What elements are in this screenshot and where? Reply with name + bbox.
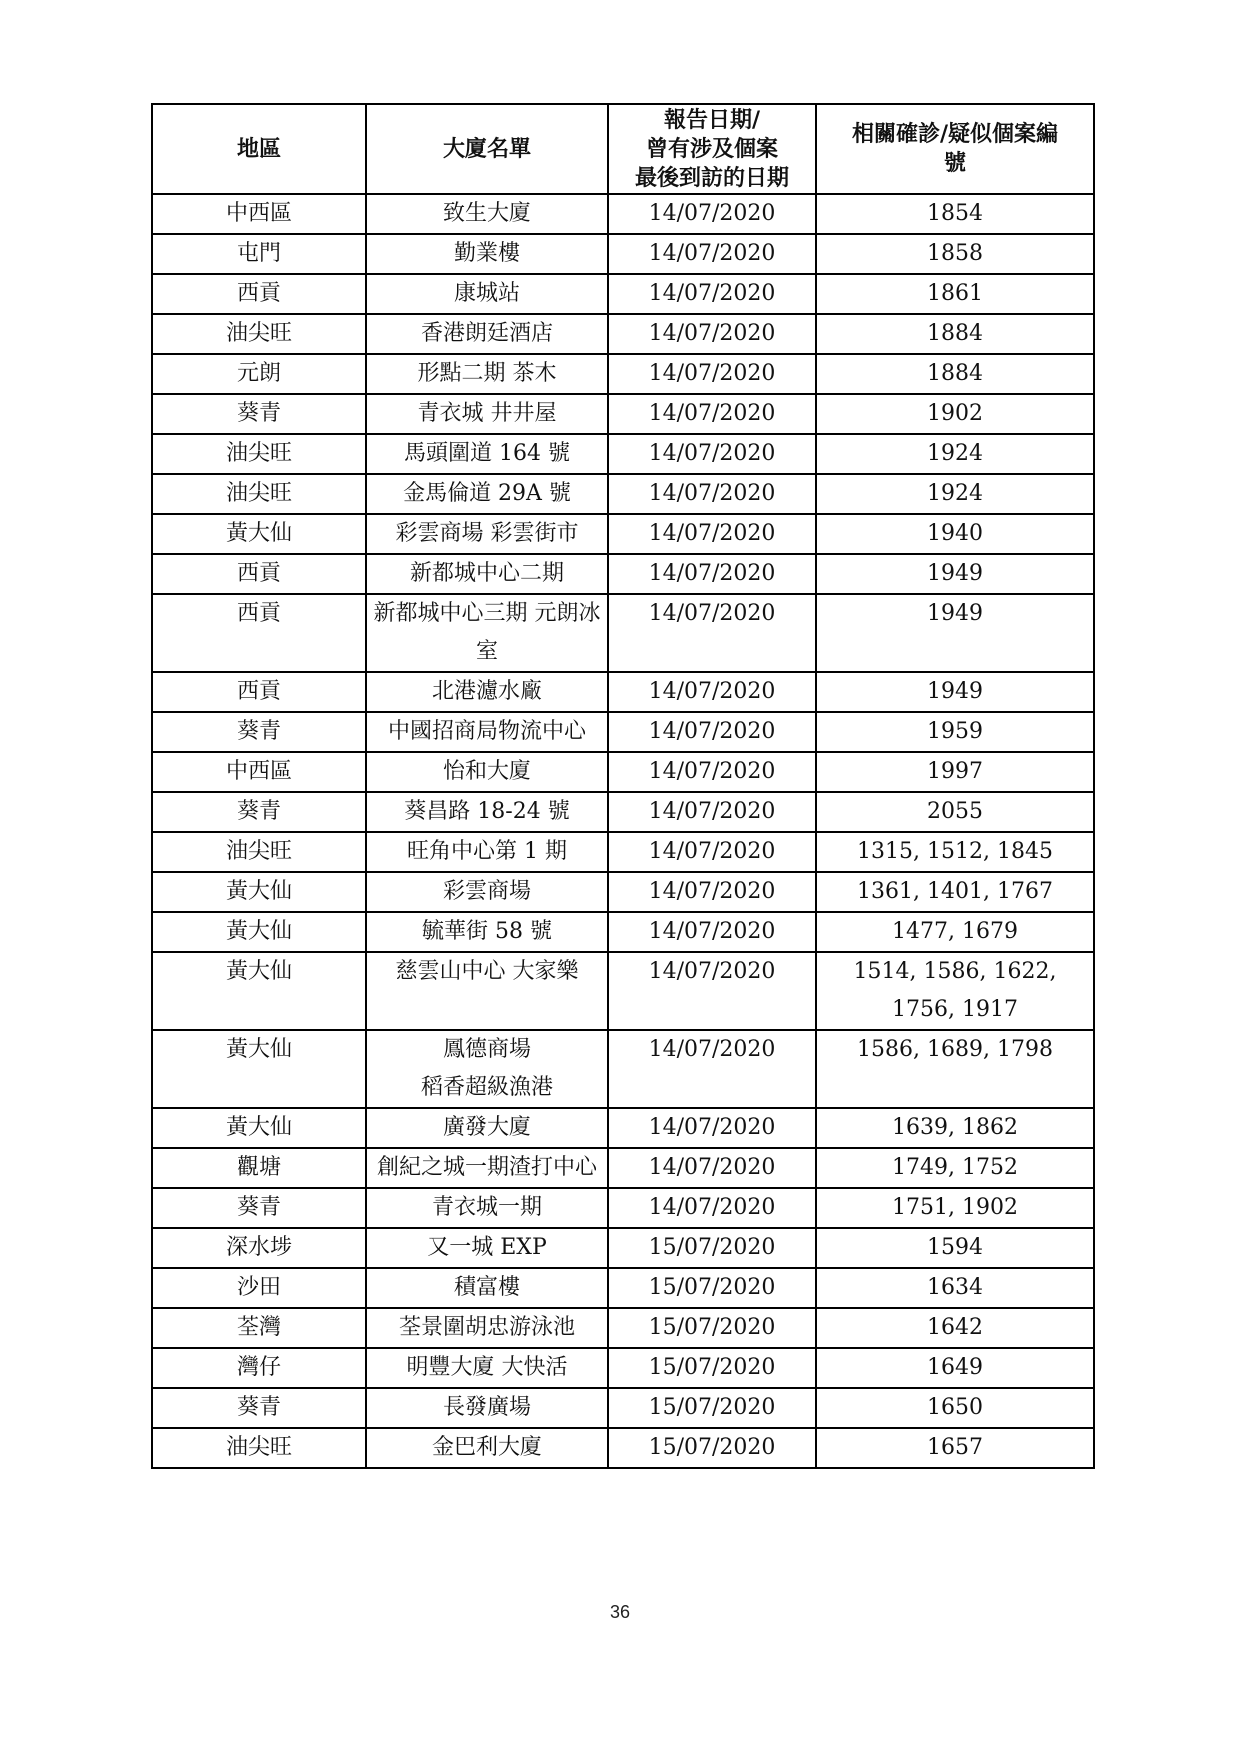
header-date-line: 報告日期/ [663,107,761,133]
header-building: 大廈名單 [366,104,608,194]
cell-building: 新都城中心二期 [366,554,608,594]
cell-district: 黃大仙 [152,872,366,912]
cell-date: 14/07/2020 [608,1108,816,1148]
cell-cases: 1924 [816,434,1094,474]
cell-building: 荃景圍胡忠游泳池 [366,1308,608,1348]
cell-district: 西貢 [152,274,366,314]
cell-date: 15/07/2020 [608,1268,816,1308]
cell-building: 慈雲山中心 大家樂 [366,952,608,1030]
cell-building: 旺角中心第 1 期 [366,832,608,872]
cell-date: 14/07/2020 [608,434,816,474]
cell-district: 西貢 [152,594,366,672]
cell-district: 中西區 [152,194,366,234]
table-row [152,1308,1094,1348]
table-row [152,792,1094,832]
cell-district: 黃大仙 [152,912,366,952]
cell-date: 15/07/2020 [608,1308,816,1348]
cell-cases: 1884 [816,314,1094,354]
cell-district: 沙田 [152,1268,366,1308]
cell-date: 14/07/2020 [608,912,816,952]
table-row [152,672,1094,712]
cell-cases: 1642 [816,1308,1094,1348]
cell-cases: 1940 [816,514,1094,554]
table-header-row [152,104,1094,194]
cell-cases: 1315, 1512, 1845 [816,832,1094,872]
header-date-line: 最後到訪的日期 [634,165,789,191]
cell-date: 15/07/2020 [608,1428,816,1468]
cell-building: 北港濾水廠 [366,672,608,712]
table-row [152,1148,1094,1188]
cell-date: 15/07/2020 [608,1388,816,1428]
cell-building: 青衣城一期 [366,1188,608,1228]
cell-date: 14/07/2020 [608,314,816,354]
cell-date: 14/07/2020 [608,752,816,792]
cell-building: 青衣城 井井屋 [366,394,608,434]
cell-building: 怡和大廈 [366,752,608,792]
cell-date: 14/07/2020 [608,354,816,394]
table-row [152,234,1094,274]
table-row [152,594,1094,672]
cell-date: 14/07/2020 [608,952,816,1030]
cell-cases: 1477, 1679 [816,912,1094,952]
table-row [152,912,1094,952]
cell-building: 康城站 [366,274,608,314]
table-row [152,752,1094,792]
header-cases [816,104,1094,194]
cell-building: 又一城 EXP [366,1228,608,1268]
cell-cases: 1749, 1752 [816,1148,1094,1188]
cell-date: 14/07/2020 [608,872,816,912]
cell-district: 元朗 [152,354,366,394]
table-row [152,514,1094,554]
cell-date: 14/07/2020 [608,234,816,274]
cell-building: 金馬倫道 29A 號 [366,474,608,514]
cell-cases: 1514, 1586, 1622, 1756, 1917 [816,952,1094,1030]
cell-district: 屯門 [152,234,366,274]
cell-district: 油尖旺 [152,314,366,354]
table-row [152,194,1094,234]
cell-date: 15/07/2020 [608,1348,816,1388]
table-row [152,1428,1094,1468]
cell-district: 黃大仙 [152,514,366,554]
cell-building: 明豐大廈 大快活 [366,1348,608,1388]
cell-building: 馬頭圍道 164 號 [366,434,608,474]
cell-date: 14/07/2020 [608,1148,816,1188]
cell-building: 中國招商局物流中心 [366,712,608,752]
cell-district: 中西區 [152,752,366,792]
cell-date: 15/07/2020 [608,1228,816,1268]
cell-cases: 1858 [816,234,1094,274]
cell-cases: 1997 [816,752,1094,792]
cell-cases: 1594 [816,1228,1094,1268]
cell-district: 荃灣 [152,1308,366,1348]
cell-cases: 1586, 1689, 1798 [816,1030,1094,1108]
header-cases-line: 號 [943,151,966,176]
cell-building: 致生大廈 [366,194,608,234]
table-row [152,1188,1094,1228]
cell-building: 新都城中心三期 元朗冰室 [366,594,608,672]
cell-district: 油尖旺 [152,474,366,514]
cell-building: 鳳德商場 稻香超級漁港 [366,1030,608,1108]
cell-district: 黃大仙 [152,1108,366,1148]
cell-building: 廣發大廈 [366,1108,608,1148]
cell-district: 葵青 [152,1388,366,1428]
cell-date: 14/07/2020 [608,672,816,712]
cell-building: 創紀之城一期渣打中心 [366,1148,608,1188]
cell-district: 觀塘 [152,1148,366,1188]
cell-district: 油尖旺 [152,434,366,474]
cell-building: 香港朗廷酒店 [366,314,608,354]
table-row [152,554,1094,594]
cell-date: 14/07/2020 [608,274,816,314]
cell-district: 葵青 [152,792,366,832]
cell-district: 葵青 [152,1188,366,1228]
header-date-line: 曾有涉及個案 [645,136,778,162]
header-district: 地區 [152,104,366,194]
cell-date: 14/07/2020 [608,474,816,514]
cell-date: 14/07/2020 [608,832,816,872]
cell-cases: 1902 [816,394,1094,434]
table-row [152,872,1094,912]
cell-cases: 1959 [816,712,1094,752]
cell-date: 14/07/2020 [608,594,816,672]
header-cases-line: 相關確診/疑似個案編 [851,122,1059,147]
cell-date: 14/07/2020 [608,1030,816,1108]
cell-district: 油尖旺 [152,832,366,872]
cell-district: 灣仔 [152,1348,366,1388]
table-row [152,394,1094,434]
cell-cases: 1884 [816,354,1094,394]
cell-building: 彩雲商場 [366,872,608,912]
header-date [608,104,816,194]
cell-cases: 1650 [816,1388,1094,1428]
cell-district: 黃大仙 [152,1030,366,1108]
cell-building: 毓華街 58 號 [366,912,608,952]
cell-cases: 1649 [816,1348,1094,1388]
cell-cases: 1854 [816,194,1094,234]
cell-date: 14/07/2020 [608,792,816,832]
table-row [152,1228,1094,1268]
cell-cases: 1657 [816,1428,1094,1468]
cell-cases: 1861 [816,274,1094,314]
cell-district: 西貢 [152,554,366,594]
table-row [152,314,1094,354]
cell-cases: 1924 [816,474,1094,514]
cell-district: 深水埗 [152,1228,366,1268]
table-row [152,712,1094,752]
table-row [152,1388,1094,1428]
cell-date: 14/07/2020 [608,1188,816,1228]
cell-cases: 1949 [816,554,1094,594]
table-row [152,434,1094,474]
cell-cases: 1634 [816,1268,1094,1308]
table-body [152,194,1094,1468]
cell-date: 14/07/2020 [608,554,816,594]
cell-cases: 1639, 1862 [816,1108,1094,1148]
cell-cases: 1751, 1902 [816,1188,1094,1228]
table-row [152,1348,1094,1388]
cell-building: 積富樓 [366,1268,608,1308]
cell-building: 勤業樓 [366,234,608,274]
cell-cases: 1361, 1401, 1767 [816,872,1094,912]
cell-building: 葵昌路 18-24 號 [366,792,608,832]
table-row [152,952,1094,1030]
page-number: 36 [609,1602,631,1622]
table-row [152,354,1094,394]
cell-district: 西貢 [152,672,366,712]
cell-date: 14/07/2020 [608,514,816,554]
cell-building: 形點二期 茶木 [366,354,608,394]
cell-cases: 1949 [816,594,1094,672]
table-row [152,274,1094,314]
table-row [152,1268,1094,1308]
cell-date: 14/07/2020 [608,194,816,234]
cell-date: 14/07/2020 [608,394,816,434]
cell-district: 油尖旺 [152,1428,366,1468]
buildings-table [151,103,1095,1469]
cell-building: 長發廣場 [366,1388,608,1428]
cell-district: 葵青 [152,712,366,752]
cell-building: 彩雲商場 彩雲街市 [366,514,608,554]
table-row [152,1108,1094,1148]
cell-cases: 2055 [816,792,1094,832]
table-row [152,832,1094,872]
cell-district: 黃大仙 [152,952,366,1030]
cell-building: 金巴利大廈 [366,1428,608,1468]
table-row [152,474,1094,514]
cell-date: 14/07/2020 [608,712,816,752]
table-row [152,1030,1094,1108]
cell-cases: 1949 [816,672,1094,712]
cell-district: 葵青 [152,394,366,434]
